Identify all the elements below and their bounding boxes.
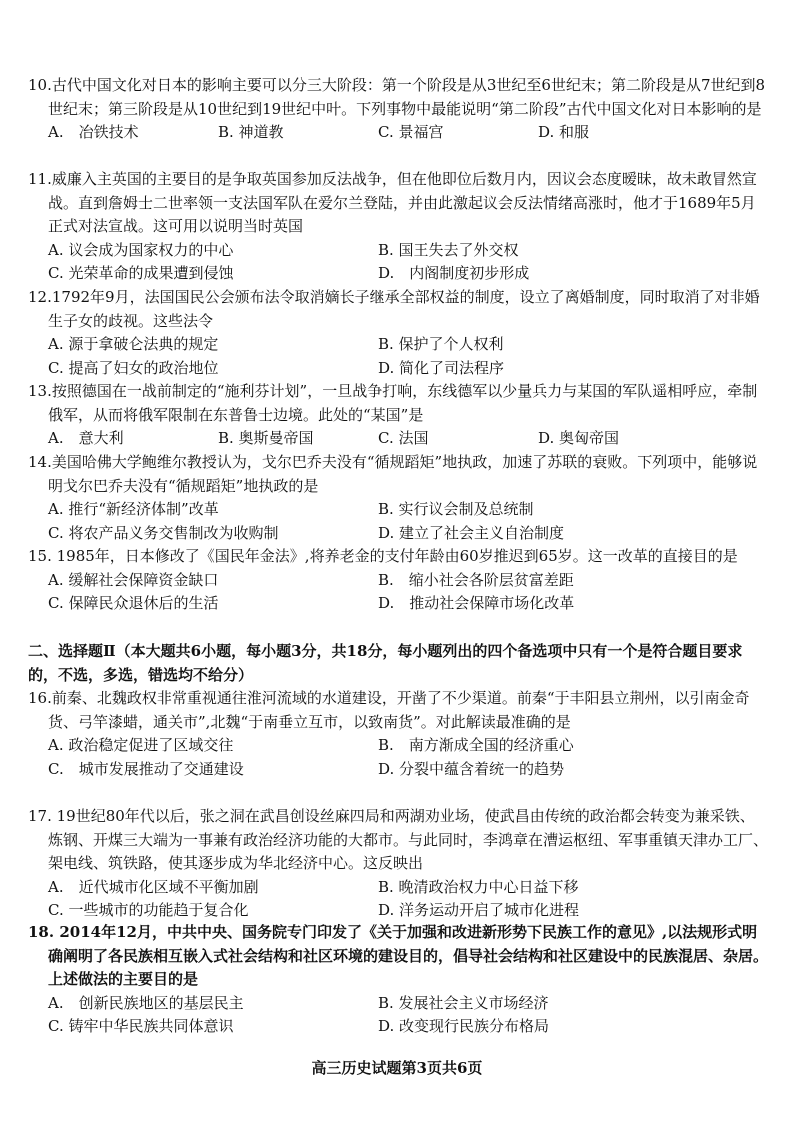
option-a: A. 意大利 <box>48 429 124 447</box>
option-b: B. 保护了个人权利 <box>378 335 504 353</box>
option-b: B. 实行议会制及总统制 <box>378 500 534 518</box>
question-stem: 16.前秦、北魏政权非常重视通往淮河流域的水道建设，开凿了不少渠道。前秦“于丰阳县立荆州，以引南金奇货、弓竿漆蜡，通关市”,北魏“于南垂立互市，以致南货”。对此解读最准确的是 <box>28 689 750 731</box>
option-b: B. 晚清政治权力中心日益下移 <box>378 877 579 896</box>
question-11 <box>28 168 768 286</box>
option-a: A. 缓解社会保障资金缺口 <box>48 570 219 589</box>
option-c: C. 将农产品义务交售制改为收购制 <box>48 523 279 542</box>
option-c: C. 提高了妇女的政治地位 <box>48 358 219 377</box>
option-row <box>48 569 768 593</box>
option-a: A. 近代城市化区域不平衡加剧 <box>48 877 259 896</box>
option-a: A. 推行“新经济体制”改革 <box>48 500 219 518</box>
question-stem: 17. 19世纪80年代以后，张之洞在武昌创设丝麻四局和两湖劝业场，使武昌由传统的政治都会转变为兼采铁、炼钢、开煤三大端为一事兼有政治经济功能的大都市。与此同时，李鸿章在漕运枢纽、军事重镇天津办工厂、架电线、筑铁路，使其逐步成为华北经济中心。这反映出 <box>28 807 769 872</box>
option-b: B. 缩小社会各阶层贫富差距 <box>378 570 574 589</box>
section-heading: 二、选择题Ⅱ（本大题共6小题，每小题3分，共18分，每小题列出的四个备选项中只有一个是符合题目要求的，不选，多选，错选均不给分） <box>28 642 743 684</box>
option-a: A. 政治稳定促进了区域交往 <box>48 736 234 754</box>
question-12 <box>28 286 768 380</box>
question-16 <box>28 687 768 781</box>
option-c: C. 法国 <box>378 429 429 447</box>
option-d: D. 分裂中蕴含着统一的趋势 <box>378 759 565 778</box>
page-footer: 高三历史试题第3页共6页 <box>311 1059 483 1077</box>
option-c: C. 保障民众退休后的生活 <box>48 594 219 612</box>
question-10 <box>28 74 768 145</box>
option-row <box>48 262 768 286</box>
option-b: B. 国王失去了外交权 <box>378 240 519 259</box>
option-row <box>48 498 768 522</box>
option-d: D. 和服 <box>538 123 590 141</box>
option-row <box>48 427 768 451</box>
option-c: C. 景福宫 <box>378 123 444 141</box>
question-18 <box>28 921 768 1039</box>
option-d: D. 建立了社会主义自治制度 <box>378 523 565 542</box>
option-d: D. 推动社会保障市场化改革 <box>378 594 575 612</box>
question-15 <box>28 545 768 616</box>
option-row <box>48 333 768 357</box>
option-row <box>48 1015 768 1039</box>
option-c: C. 铸牢中华民族共同体意识 <box>48 1017 234 1035</box>
question-stem: 13.按照德国在一战前制定的“施利芬计划”，一旦战争打响，东线德军以少量兵力与某国的军队遥相呼应，牵制俄军，从而将俄军限制在东普鲁士边境。此处的“某国”是 <box>28 382 758 424</box>
option-row <box>48 758 768 782</box>
question-stem: 18. 2014年12月，中共中央、国务院专门印发了《关于加强和改进新形势下民族工作的意见》,以法规形式明确阐明了各民族相互嵌入式社会结构和社区环境的建设目的，倡导社会结构和社区建设中的民族混居、杂居。上述做法的主要目的是 <box>28 923 769 988</box>
question-stem: 10.古代中国文化对日本的影响主要可以分三大阶段：第一个阶段是从3世纪至6世纪末；第二阶段是从7世纪到8世纪末；第三阶段是从10世纪到19世纪中叶。下列事物中最能说明“第二阶段”古代中国文化对日本影响的是 <box>28 76 766 118</box>
option-row <box>48 899 768 923</box>
option-b: B. 奥斯曼帝国 <box>218 429 314 447</box>
option-d: D. 简化了司法程序 <box>378 358 505 377</box>
question-stem: 15. 1985年，日本修改了《国民年金法》,将养老金的支付年龄由60岁推迟到65岁。这一改革的直接目的是 <box>28 547 738 565</box>
option-d: D. 内阁制度初步形成 <box>378 264 530 282</box>
option-row <box>48 357 768 381</box>
option-c: C. 城市发展推动了交通建设 <box>48 759 244 778</box>
question-stem: 12.1792年9月，法国国民公会颁布法令取消嫡长子继承全部权益的制度，设立了离婚制度，同时取消了对非婚生子女的歧视。这些法令 <box>28 288 760 330</box>
option-a: A. 创新民族地区的基层民主 <box>48 993 244 1012</box>
question-13 <box>28 380 768 451</box>
option-row <box>48 992 768 1016</box>
option-b: B. 神道教 <box>218 123 284 141</box>
option-d: D. 奥匈帝国 <box>538 429 620 447</box>
option-row <box>48 876 768 900</box>
option-row <box>48 734 768 758</box>
option-d: D. 洋务运动开启了城市化进程 <box>378 901 580 919</box>
option-a: A. 源于拿破仑法典的规定 <box>48 335 219 353</box>
option-c: C. 光荣革命的成果遭到侵蚀 <box>48 264 234 282</box>
question-14 <box>28 451 768 545</box>
option-row <box>48 239 768 263</box>
option-a: A. 议会成为国家权力的中心 <box>48 240 234 259</box>
question-17 <box>28 805 768 923</box>
question-stem: 11.威廉入主英国的主要目的是争取英国参加反法战争，但在他即位后数月内，因议会态度暧昧，故未敢冒然宣战。直到詹姆士二世率领一支法国军队在爱尔兰登陆，并由此激起议会反法情绪高涨时，他才于1689年5月正式对法宣战。这可用以说明当时英国 <box>28 170 757 235</box>
option-a: A. 冶铁技术 <box>48 123 139 141</box>
option-row <box>48 522 768 546</box>
option-row <box>48 121 768 145</box>
option-b: B. 南方渐成全国的经济重心 <box>378 736 574 754</box>
option-d: D. 改变现行民族分布格局 <box>378 1017 550 1035</box>
option-c: C. 一些城市的功能趋于复合化 <box>48 901 249 919</box>
question-stem: 14.美国哈佛大学鲍维尔教授认为，戈尔巴乔夫没有“循规蹈矩”地执政，加速了苏联的衰败。下列项中，能够说明戈尔巴乔夫没有“循规蹈矩”地执政的是 <box>28 453 758 495</box>
option-row <box>48 592 768 616</box>
option-b: B. 发展社会主义市场经济 <box>378 993 549 1012</box>
